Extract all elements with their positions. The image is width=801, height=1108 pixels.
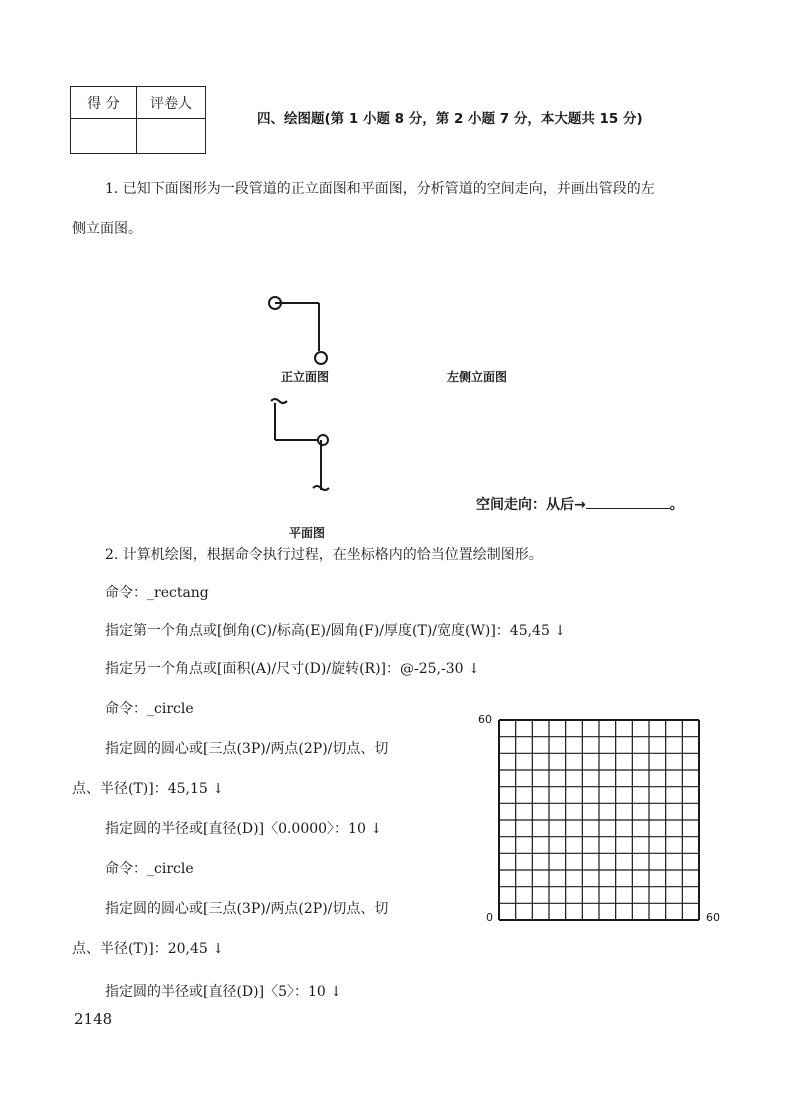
label-left-elevation: 左侧立面图 xyxy=(447,370,508,384)
q1-text-line1: 1. 已知下面图形为一段管道的正立面图和平面图，分析管道的空间走向，并画出管段的左 xyxy=(105,181,655,197)
grid-label-y-max: 60 xyxy=(478,713,492,726)
command-line: 点、半径(T)]：20,45 ↓ xyxy=(72,941,224,957)
command-line: 指定圆的圆心或[三点(3P)/两点(2P)/切点、切 xyxy=(105,741,389,757)
grader-cell xyxy=(137,119,205,153)
section-title: 四、绘图题(第 1 小题 8 分，第 2 小题 7 分，本大题共 15 分) xyxy=(257,111,643,127)
command-line: 指定第一个角点或[倒角(C)/标高(E)/圆角(F)/厚度(T)/宽度(W)]：45,45 ↓ xyxy=(105,623,567,639)
command-line: 点、半径(T)]：45,15 ↓ xyxy=(72,781,224,797)
score-cell xyxy=(71,119,137,153)
label-front-elevation: 正立面图 xyxy=(281,370,330,384)
page-number: 2148 xyxy=(74,1010,113,1028)
command-line: 指定另一个角点或[面积(A)/尺寸(D)/旋转(R)]：@-25,-30 ↓ xyxy=(105,661,480,677)
direction-prefix: 空间走向：从后→ xyxy=(476,497,586,513)
command-line: 指定圆的圆心或[三点(3P)/两点(2P)/切点、切 xyxy=(105,901,389,917)
direction-answer-blank[interactable] xyxy=(586,496,670,509)
command-line: 命令：_circle xyxy=(105,701,194,717)
command-line: 指定圆的半径或[直径(D)]〈5〉：10 ↓ xyxy=(105,984,342,1000)
grader-header: 评卷人 xyxy=(137,87,205,119)
grid-label-origin: 0 xyxy=(486,911,493,924)
direction-suffix: 。 xyxy=(669,497,684,513)
front-elevation-drawing xyxy=(269,297,327,364)
coordinate-grid[interactable] xyxy=(498,719,700,921)
command-line: 指定圆的半径或[直径(D)]〈0.0000〉：10 ↓ xyxy=(105,821,383,837)
plan-view-drawing xyxy=(271,399,329,490)
grid-label-x-max: 60 xyxy=(706,911,720,924)
score-header: 得 分 xyxy=(71,87,137,119)
command-line: 命令：_circle xyxy=(105,861,194,877)
q1-text-line2: 侧立面图。 xyxy=(72,221,142,237)
score-table xyxy=(70,86,206,154)
direction-line xyxy=(476,496,684,512)
command-line: 命令：_rectang xyxy=(105,585,209,601)
pipe-drawings xyxy=(255,290,345,510)
q2-intro: 2. 计算机绘图，根据命令执行过程，在坐标格内的恰当位置绘制图形。 xyxy=(105,547,543,563)
label-plan: 平面图 xyxy=(289,526,326,540)
